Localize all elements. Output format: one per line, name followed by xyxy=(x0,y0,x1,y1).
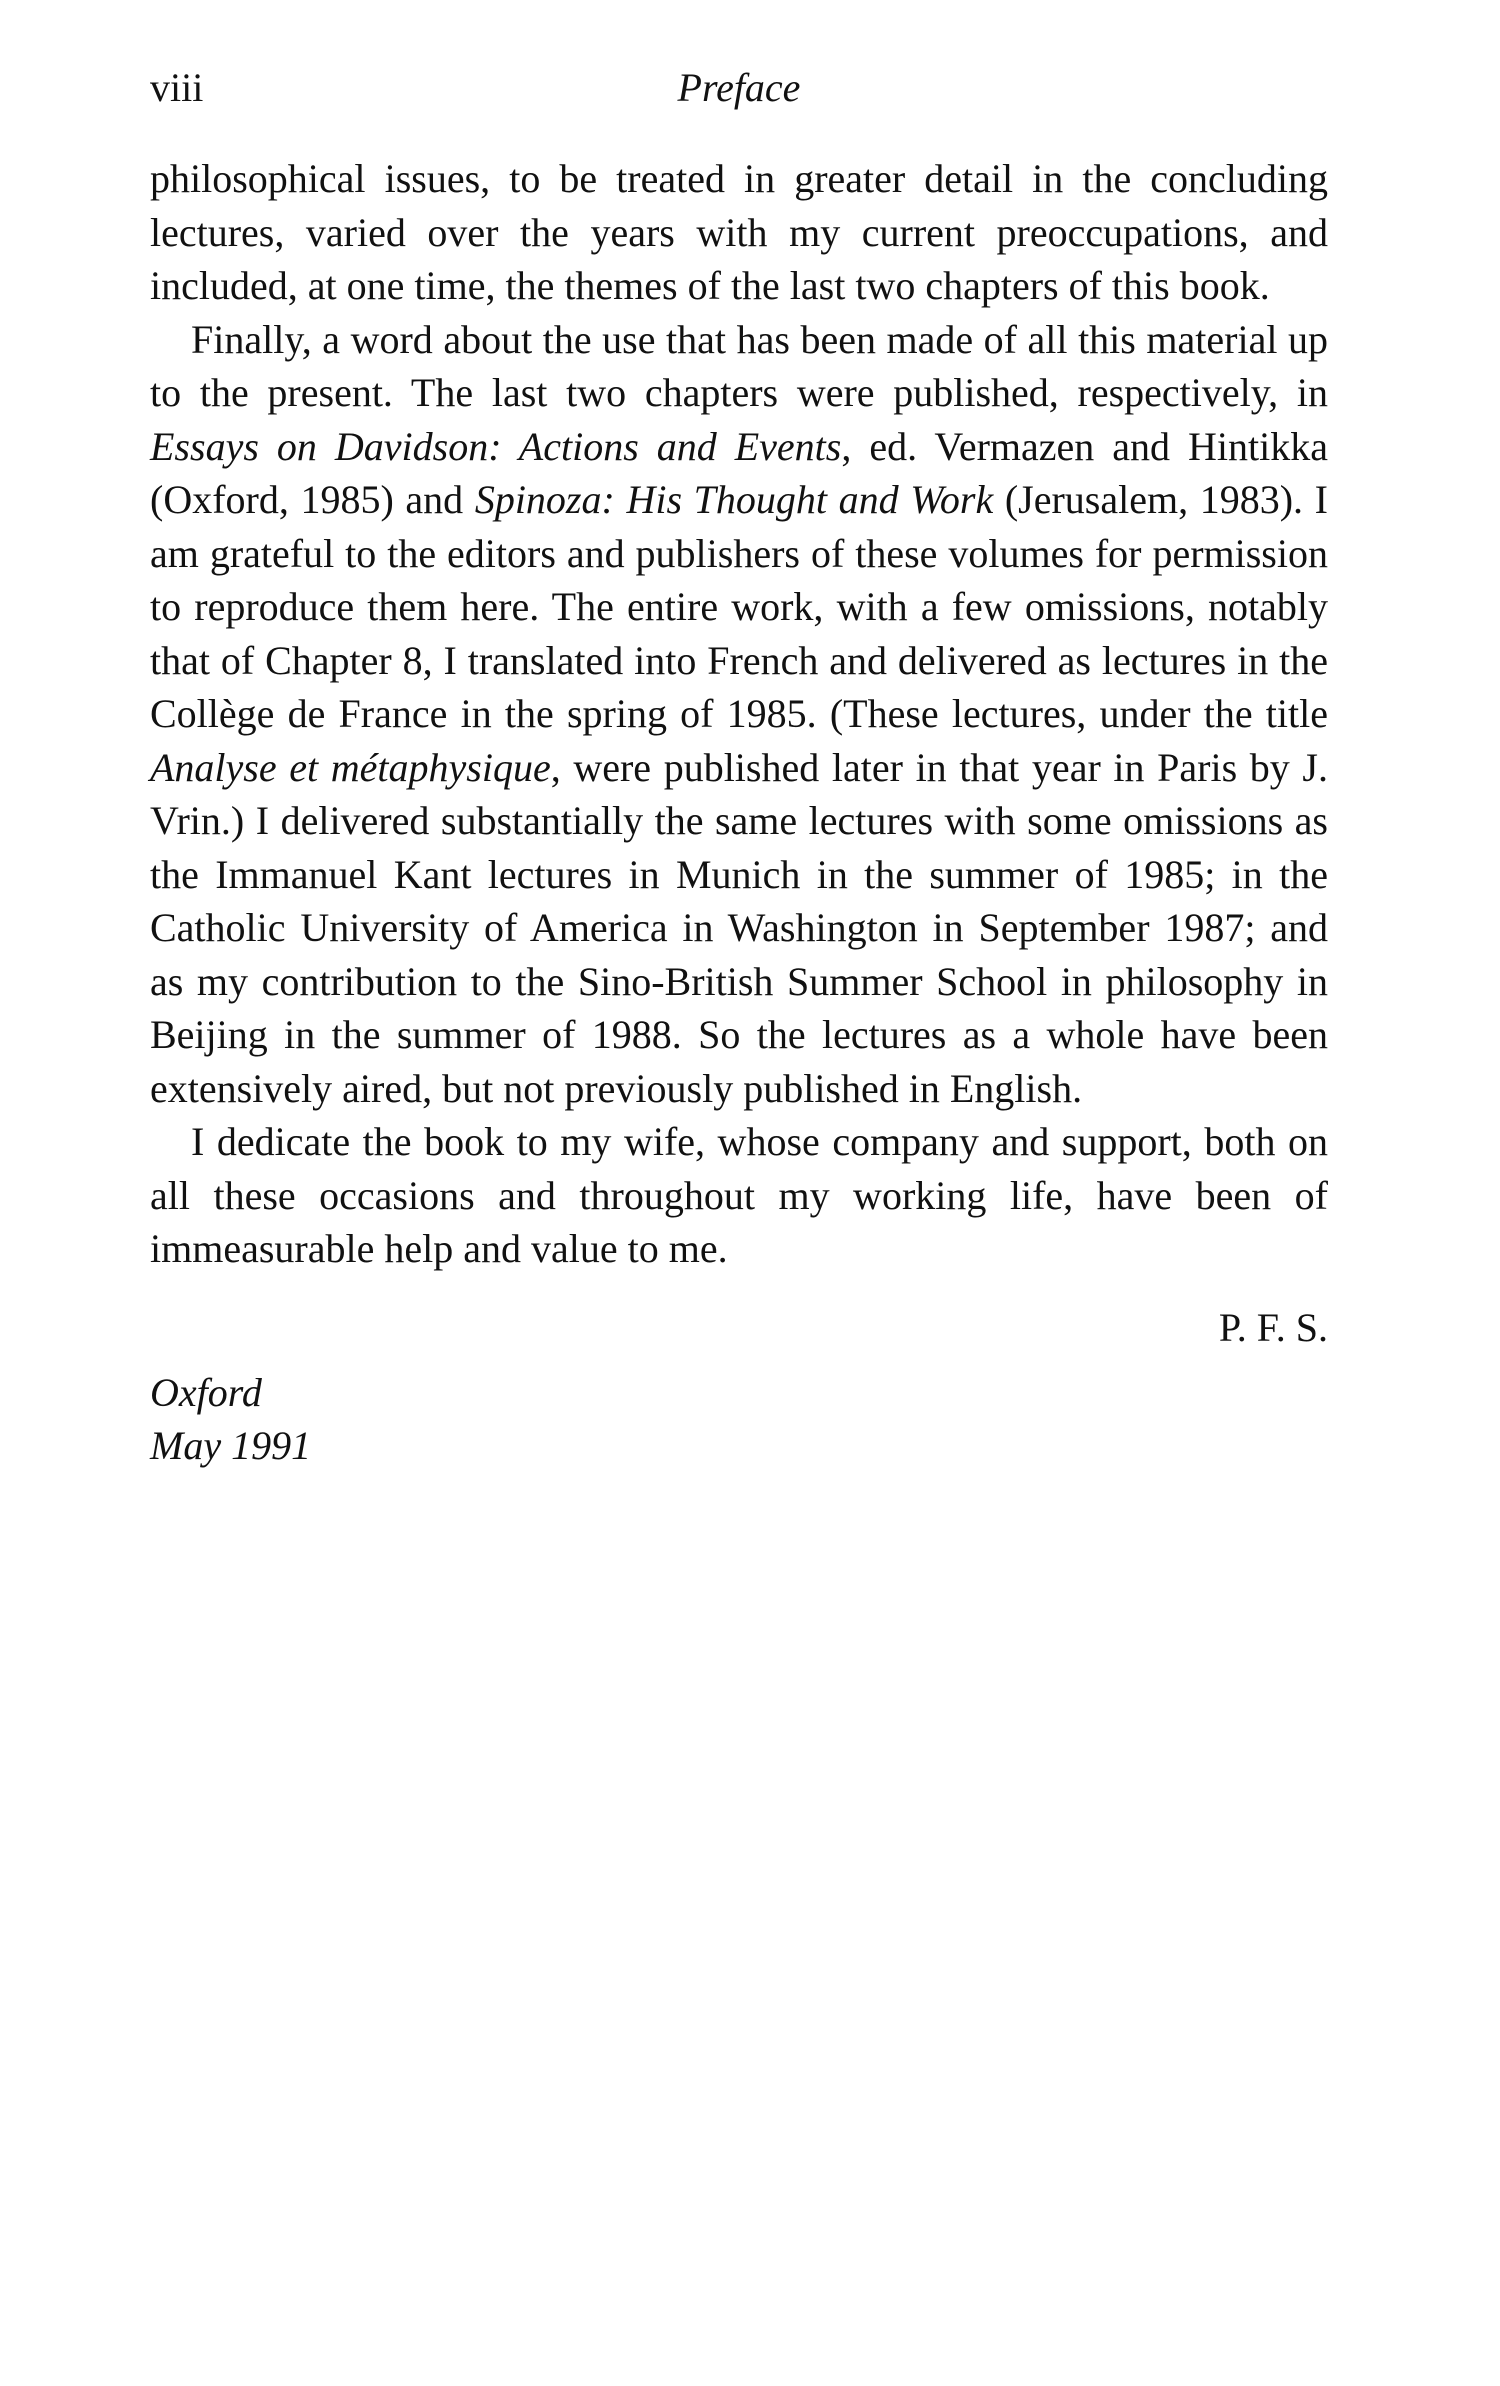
paragraph-3: I dedicate the book to my wife, whose company and support, both on all these occasions and throughout my working life, have been of immeasurable help and value to me. xyxy=(150,1119,1328,1271)
paragraph-1: philosophical issues, to be treated in greater detail in the concluding lectures, varied over the years with my current preoccupations, and included, at one time, the themes of the last two chapters of this book. xyxy=(150,156,1328,308)
dateline xyxy=(150,1366,1328,1472)
page-number: viii xyxy=(150,65,204,110)
title-analyse-et-metaphysique: Analyse et métaphysique xyxy=(150,744,551,790)
paragraph-2-text-2: , ed. Vermazen and Hintikka (Oxford, 1985) and xyxy=(150,423,1329,522)
dateline-place: Oxford xyxy=(150,1369,262,1415)
paragraph-2-text-4: , were published later in that year in Paris by J. Vrin.) I delivered substantially the same lectures with some omissions as the Immanuel Kant lectures in Munich in the summer of 1985; in the Catholic University of America in Washington in September 1987; and as my contribution to the Sino-British Summer School in philosophy in Beijing in the summer of 1988. So the lectures as a whole have been extensively aired, but not previously published in English. xyxy=(150,744,1328,1111)
section-title: Preface xyxy=(677,65,801,110)
running-head xyxy=(150,60,1328,116)
book-page xyxy=(150,60,1328,1472)
title-essays-on-davidson: Essays on Davidson: Actions and Events xyxy=(150,423,842,469)
paragraph-2-text-1: Finally, a word about the use that has been made of all this material up to the present. The last two chapters were published, respectively, in xyxy=(150,316,1328,415)
paragraph-2 xyxy=(150,313,1328,1116)
dateline-date: May 1991 xyxy=(150,1422,312,1468)
preface-body xyxy=(150,152,1328,1276)
paragraph-2-text-3: (Jerusalem, 1983). I am grateful to the editors and publishers of these volumes for permission to reproduce them here. The entire work, with a few omissions, notably that of Chapter 8, I translated into French and delivered as lectures in the Collège de France in the spring of 1985. (These lectures, under the title xyxy=(150,477,1329,736)
author-initials: P. F. S. xyxy=(1218,1304,1328,1350)
title-spinoza: Spinoza: His Thought and Work xyxy=(474,477,994,522)
